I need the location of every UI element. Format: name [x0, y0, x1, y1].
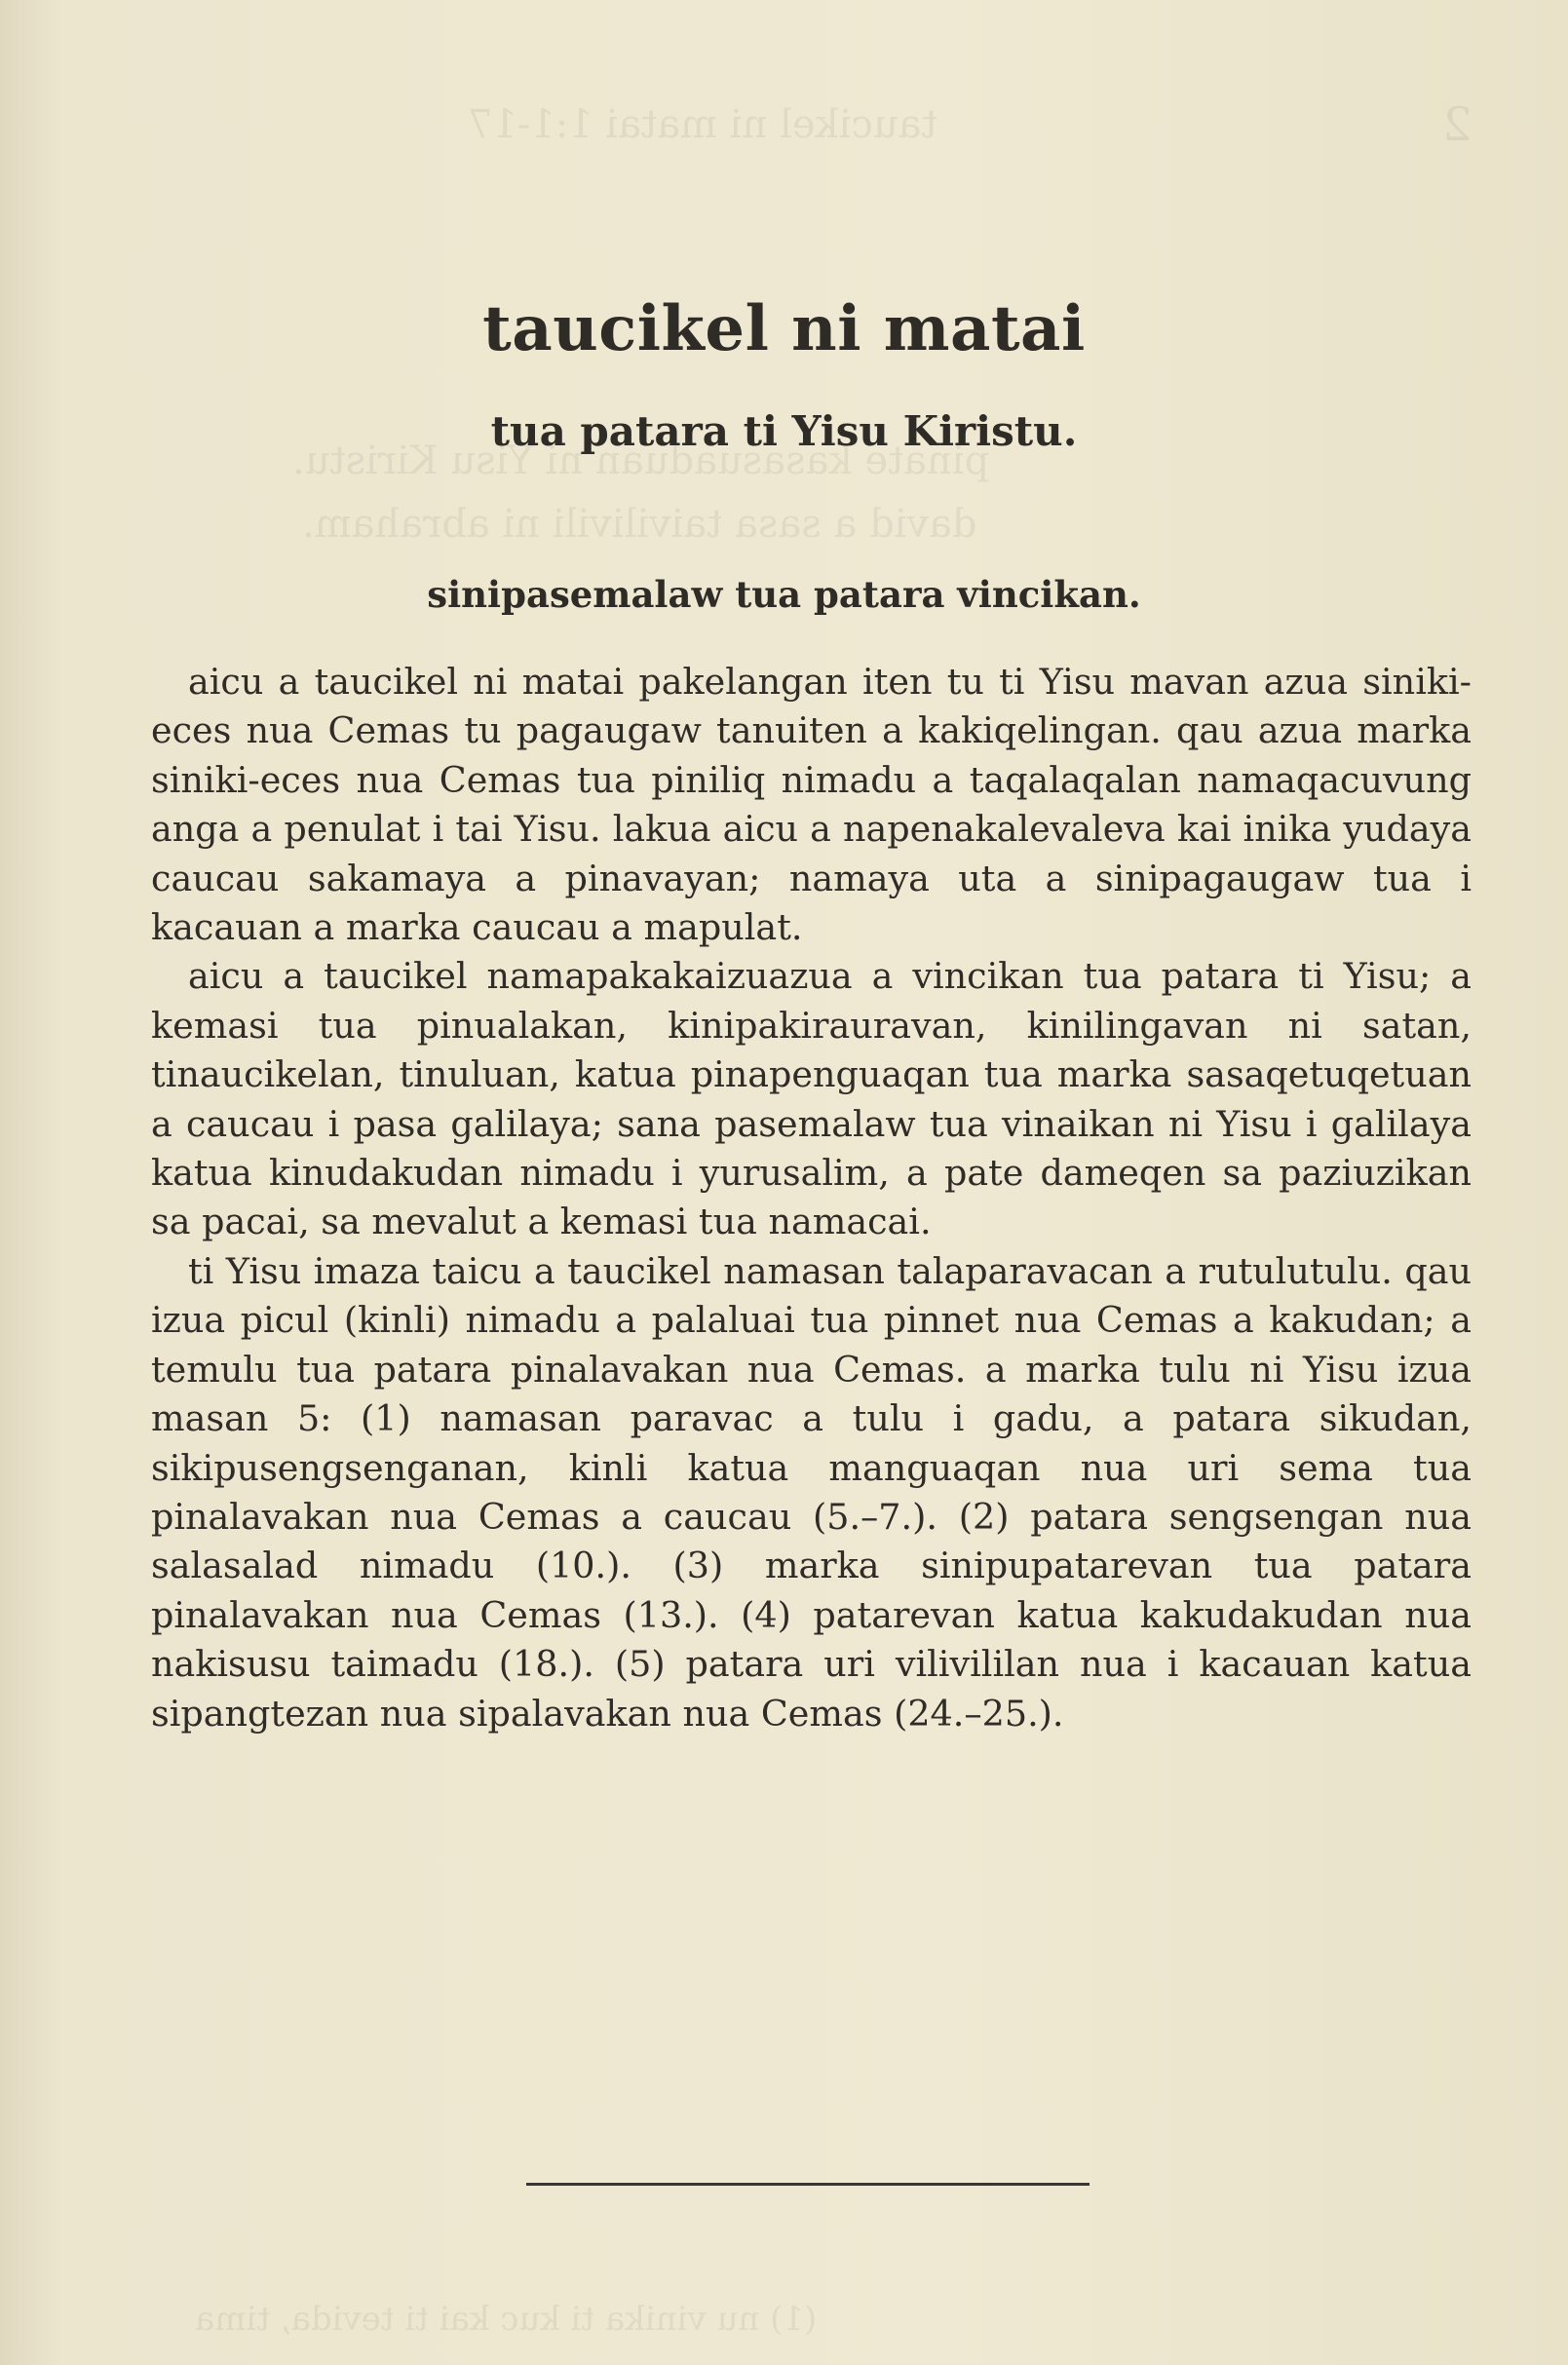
bleed-through-header: taucikel ni matai 1:1-17 — [468, 102, 937, 147]
book-subtitle: tua patara ti Yisu Kiristu. — [490, 407, 1078, 455]
paragraph-2: aicu a taucikel namapakakaizuazua a vincikan tua patara ti Yisu; a kemasi tua pinualakan, kinipakirauravan, kinilingavan ni satan, tinaucikelan, tinuluan, katua pinapenguaqan tua marka sasaqetuqetuan a caucau i pasa galilaya; sana pasemalaw tua vinaikan ni Yisu i galilaya katua kinudakudan nimadu i yurusalim, a pate dameqen sa paziuzikan sa pacai, sa mevalut a kemasi tua namacai. — [151, 955, 1472, 1243]
bleed-through-header-number: 2 — [1442, 97, 1472, 152]
paragraph-3: ti Yisu imaza taicu a taucikel namasan talaparavacan a rutulutulu. qau izua picul (kinli) nimadu a palaluai tua pinnet nua Cemas a kakudan; a temulu tua patara pinalavakan nua Cemas. a marka tulu ni Yisu izua masan 5: (1) namasan paravac a tulu i gadu, a patara sikudan, sikipusengsenganan, kinli katua manguaqan nua uri sema tua pinalavakan nua Cemas a caucau (5.–7.). (2) patara sengsengan nua salasalad nimadu (10.). (3) marka sinipupatarevan tua patara pinalavakan nua Cemas (13.). (4) patarevan katua kakudakudan nua nakisusu taimadu (18.). (5) patara uri vilivililan nua i kacauan katua sipangtezan nua sipalavakan nua Cemas (24.–25.). — [151, 1249, 1472, 1735]
section-heading: sinipasemalaw tua patara vincikan. — [427, 573, 1141, 616]
book-title: taucikel ni matai — [482, 292, 1086, 365]
body-text — [151, 658, 1472, 1738]
bleed-through-footnote: (1) nu vinika ti kuc kai ti tevida, tima — [195, 2300, 818, 2339]
bleed-through-line-b: david a sasa taivilivili ni abraham. — [302, 502, 977, 547]
footnote-divider — [526, 2183, 1090, 2186]
paragraph-1: aicu a taucikel ni matai pakelangan iten tu ti Yisu mavan azua siniki-eces nua Cemas tu pagaugaw tanuiten a kakiqelingan. qau azua marka siniki-eces nua Cemas tua piniliq nimadu a taqalaqalan namaqacuvung anga a penulat i tai Yisu. lakua aicu a napenakalevaleva kai inika yudaya caucau sakamaya a pinavayan; namaya uta a sinipagaugaw tua i kacauan a marka caucau a mapulat. — [151, 661, 1472, 949]
bleed-through-line-a: pinate kasasuaduan ni Yisu Kiristu. — [292, 439, 990, 483]
